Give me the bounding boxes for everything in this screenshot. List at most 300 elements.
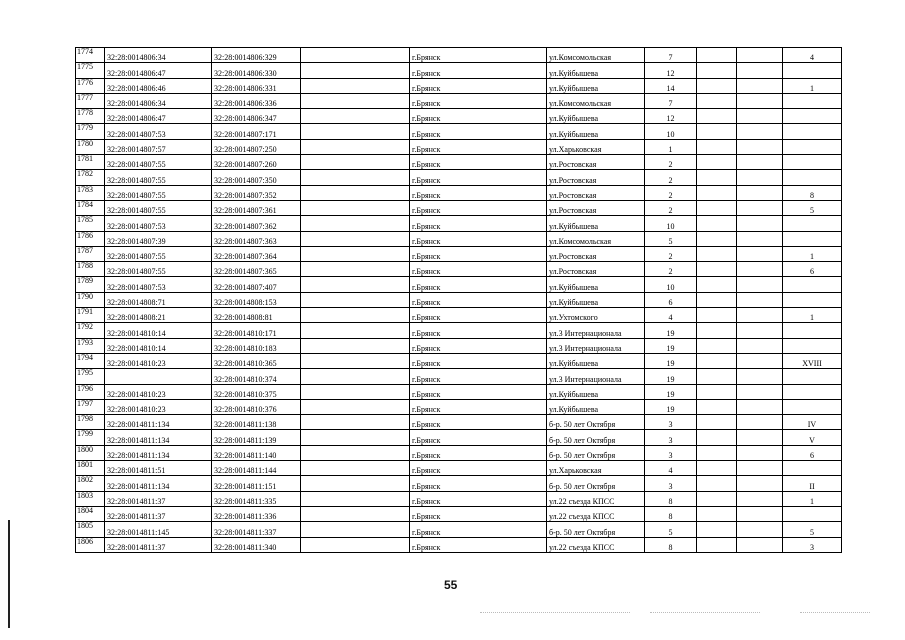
apartment-number-cell: 1 xyxy=(783,78,842,93)
row-number-cell: 1791 xyxy=(76,308,105,323)
row-number-cell: 1799 xyxy=(76,430,105,445)
street-cell: ул.Куйбышева xyxy=(547,384,645,399)
empty-cell-cell xyxy=(301,415,410,430)
object-cadastral-number-cell: 32:28:0014808:81 xyxy=(212,308,301,323)
scan-edge-mark xyxy=(8,520,10,628)
object-cadastral-number-cell: 32:28:0014808:153 xyxy=(212,292,301,307)
apartment-number-cell: 1 xyxy=(783,308,842,323)
parcel-cadastral-number-cell: 32:28:0014810:14 xyxy=(105,323,212,338)
street-cell: ул.Харьковская xyxy=(547,139,645,154)
empty-cell-cell xyxy=(697,537,737,552)
house-number-cell: 3 xyxy=(645,430,697,445)
empty-cell-cell xyxy=(301,522,410,537)
row-number-cell: 1795 xyxy=(76,369,105,384)
street-cell: ул.Ростовская xyxy=(547,170,645,185)
object-cadastral-number-cell: 32:28:0014807:365 xyxy=(212,262,301,277)
object-cadastral-number-cell: 32:28:0014811:144 xyxy=(212,461,301,476)
parcel-cadastral-number-cell: 32:28:0014807:55 xyxy=(105,262,212,277)
locality-cell: г.Брянск xyxy=(410,308,547,323)
parcel-cadastral-number-cell: 32:28:0014807:55 xyxy=(105,170,212,185)
object-cadastral-number-cell: 32:28:0014811:340 xyxy=(212,537,301,552)
object-cadastral-number-cell: 32:28:0014811:337 xyxy=(212,522,301,537)
empty-cell-cell xyxy=(737,384,783,399)
empty-cell-cell xyxy=(301,445,410,460)
empty-cell-cell xyxy=(301,48,410,63)
house-number-cell: 8 xyxy=(645,491,697,506)
empty-cell-cell xyxy=(737,200,783,215)
row-number-cell: 1779 xyxy=(76,124,105,139)
house-number-cell: 7 xyxy=(645,93,697,108)
object-cadastral-number-cell: 32:28:0014807:363 xyxy=(212,231,301,246)
empty-cell-cell xyxy=(737,445,783,460)
object-cadastral-number-cell: 32:28:0014807:362 xyxy=(212,216,301,231)
house-number-cell: 19 xyxy=(645,323,697,338)
apartment-number-cell: 5 xyxy=(783,200,842,215)
empty-cell-cell xyxy=(737,277,783,292)
table-body xyxy=(76,48,842,553)
parcel-cadastral-number-cell: 32:28:0014811:134 xyxy=(105,476,212,491)
empty-cell-cell xyxy=(697,461,737,476)
parcel-cadastral-number-cell: 32:28:0014810:14 xyxy=(105,338,212,353)
street-cell: ул.Куйбышева xyxy=(547,78,645,93)
house-number-cell: 19 xyxy=(645,338,697,353)
apartment-number-cell xyxy=(783,63,842,78)
empty-cell-cell xyxy=(737,262,783,277)
street-cell: ул.Ростовская xyxy=(547,200,645,215)
object-cadastral-number-cell: 32:28:0014811:335 xyxy=(212,491,301,506)
empty-cell-cell xyxy=(301,155,410,170)
table-row xyxy=(76,369,842,384)
empty-cell-cell xyxy=(737,139,783,154)
empty-cell-cell xyxy=(301,139,410,154)
apartment-number-cell xyxy=(783,338,842,353)
table-row xyxy=(76,308,842,323)
street-cell: ул.Комсомольская xyxy=(547,93,645,108)
row-number-cell: 1800 xyxy=(76,445,105,460)
empty-cell-cell xyxy=(737,246,783,261)
empty-cell-cell xyxy=(301,491,410,506)
locality-cell: г.Брянск xyxy=(410,155,547,170)
empty-cell-cell xyxy=(697,292,737,307)
object-cadastral-number-cell: 32:28:0014810:375 xyxy=(212,384,301,399)
object-cadastral-number-cell: 32:28:0014807:361 xyxy=(212,200,301,215)
locality-cell: г.Брянск xyxy=(410,338,547,353)
parcel-cadastral-number-cell: 32:28:0014806:47 xyxy=(105,63,212,78)
empty-cell-cell xyxy=(301,399,410,414)
parcel-cadastral-number-cell: 32:28:0014807:55 xyxy=(105,185,212,200)
empty-cell-cell xyxy=(737,109,783,124)
object-cadastral-number-cell: 32:28:0014810:376 xyxy=(212,399,301,414)
empty-cell-cell xyxy=(301,461,410,476)
street-cell: ул.Ростовская xyxy=(547,246,645,261)
locality-cell: г.Брянск xyxy=(410,93,547,108)
locality-cell: г.Брянск xyxy=(410,48,547,63)
empty-cell-cell xyxy=(301,124,410,139)
house-number-cell: 12 xyxy=(645,109,697,124)
empty-cell-cell xyxy=(301,338,410,353)
street-cell: ул.3 Интернационала xyxy=(547,369,645,384)
row-number-cell: 1792 xyxy=(76,323,105,338)
locality-cell: г.Брянск xyxy=(410,139,547,154)
street-cell: ул.Ростовская xyxy=(547,185,645,200)
empty-cell-cell xyxy=(301,170,410,185)
empty-cell-cell xyxy=(697,445,737,460)
empty-cell-cell xyxy=(737,338,783,353)
empty-cell-cell xyxy=(301,246,410,261)
empty-cell-cell xyxy=(737,292,783,307)
empty-cell-cell xyxy=(737,522,783,537)
apartment-number-cell xyxy=(783,384,842,399)
table-row xyxy=(76,445,842,460)
locality-cell: г.Брянск xyxy=(410,369,547,384)
locality-cell: г.Брянск xyxy=(410,185,547,200)
apartment-number-cell: XVIII xyxy=(783,353,842,368)
parcel-cadastral-number-cell: 32:28:0014806:34 xyxy=(105,48,212,63)
parcel-cadastral-number-cell: 32:28:0014810:23 xyxy=(105,399,212,414)
object-cadastral-number-cell: 32:28:0014811:140 xyxy=(212,445,301,460)
empty-cell-cell xyxy=(697,323,737,338)
object-cadastral-number-cell: 32:28:0014807:352 xyxy=(212,185,301,200)
locality-cell: г.Брянск xyxy=(410,353,547,368)
table-row xyxy=(76,109,842,124)
street-cell: ул.Комсомольская xyxy=(547,48,645,63)
object-cadastral-number-cell: 32:28:0014807:350 xyxy=(212,170,301,185)
row-number-cell: 1796 xyxy=(76,384,105,399)
locality-cell: г.Брянск xyxy=(410,461,547,476)
street-cell: б-р. 50 лет Октября xyxy=(547,415,645,430)
empty-cell-cell xyxy=(301,369,410,384)
empty-cell-cell xyxy=(301,353,410,368)
object-cadastral-number-cell: 32:28:0014807:364 xyxy=(212,246,301,261)
house-number-cell: 2 xyxy=(645,262,697,277)
empty-cell-cell xyxy=(737,491,783,506)
house-number-cell: 6 xyxy=(645,292,697,307)
table-row xyxy=(76,506,842,521)
object-cadastral-number-cell: 32:28:0014807:171 xyxy=(212,124,301,139)
object-cadastral-number-cell: 32:28:0014806:329 xyxy=(212,48,301,63)
empty-cell-cell xyxy=(697,155,737,170)
object-cadastral-number-cell: 32:28:0014811:138 xyxy=(212,415,301,430)
parcel-cadastral-number-cell: 32:28:0014808:21 xyxy=(105,308,212,323)
empty-cell-cell xyxy=(737,506,783,521)
page-number: 55 xyxy=(444,578,458,592)
street-cell: ул.3 Интернационала xyxy=(547,323,645,338)
row-number-cell: 1785 xyxy=(76,216,105,231)
parcel-cadastral-number-cell: 32:28:0014811:134 xyxy=(105,445,212,460)
row-number-cell: 1803 xyxy=(76,491,105,506)
table-row xyxy=(76,93,842,108)
table-row xyxy=(76,185,842,200)
locality-cell: г.Брянск xyxy=(410,506,547,521)
street-cell: ул.Комсомольская xyxy=(547,231,645,246)
object-cadastral-number-cell: 32:28:0014811:139 xyxy=(212,430,301,445)
house-number-cell: 14 xyxy=(645,78,697,93)
table-row xyxy=(76,292,842,307)
row-number-cell: 1794 xyxy=(76,353,105,368)
table-row xyxy=(76,48,842,63)
street-cell: ул.Куйбышева xyxy=(547,399,645,414)
parcel-cadastral-number-cell: 32:28:0014811:134 xyxy=(105,430,212,445)
empty-cell-cell xyxy=(301,216,410,231)
apartment-number-cell: IV xyxy=(783,415,842,430)
parcel-cadastral-number-cell: 32:28:0014811:145 xyxy=(105,522,212,537)
empty-cell-cell xyxy=(697,338,737,353)
street-cell: ул.Куйбышева xyxy=(547,292,645,307)
parcel-cadastral-number-cell: 32:28:0014810:23 xyxy=(105,353,212,368)
table-row xyxy=(76,78,842,93)
house-number-cell: 3 xyxy=(645,476,697,491)
empty-cell-cell xyxy=(301,323,410,338)
house-number-cell: 5 xyxy=(645,522,697,537)
apartment-number-cell xyxy=(783,231,842,246)
table-row xyxy=(76,216,842,231)
empty-cell-cell xyxy=(737,185,783,200)
house-number-cell: 19 xyxy=(645,369,697,384)
locality-cell: г.Брянск xyxy=(410,399,547,414)
empty-cell-cell xyxy=(697,93,737,108)
parcel-cadastral-number-cell: 32:28:0014811:37 xyxy=(105,491,212,506)
empty-cell-cell xyxy=(697,200,737,215)
empty-cell-cell xyxy=(697,262,737,277)
house-number-cell: 4 xyxy=(645,308,697,323)
row-number-cell: 1789 xyxy=(76,277,105,292)
street-cell: ул.22 съезда КПСС xyxy=(547,537,645,552)
empty-cell-cell xyxy=(737,93,783,108)
empty-cell-cell xyxy=(301,231,410,246)
empty-cell-cell xyxy=(697,522,737,537)
house-number-cell: 5 xyxy=(645,231,697,246)
apartment-number-cell xyxy=(783,506,842,521)
empty-cell-cell xyxy=(737,231,783,246)
empty-cell-cell xyxy=(697,415,737,430)
table-row xyxy=(76,522,842,537)
empty-cell-cell xyxy=(301,384,410,399)
table-row xyxy=(76,430,842,445)
empty-cell-cell xyxy=(301,185,410,200)
locality-cell: г.Брянск xyxy=(410,476,547,491)
empty-cell-cell xyxy=(737,323,783,338)
house-number-cell: 1 xyxy=(645,139,697,154)
scan-noise-line xyxy=(650,612,760,613)
table-row xyxy=(76,246,842,261)
empty-cell-cell xyxy=(697,308,737,323)
empty-cell-cell xyxy=(737,63,783,78)
object-cadastral-number-cell: 32:28:0014807:250 xyxy=(212,139,301,154)
apartment-number-cell xyxy=(783,124,842,139)
empty-cell-cell xyxy=(697,48,737,63)
empty-cell-cell xyxy=(737,78,783,93)
empty-cell-cell xyxy=(697,369,737,384)
object-cadastral-number-cell: 32:28:0014810:171 xyxy=(212,323,301,338)
object-cadastral-number-cell: 32:28:0014806:331 xyxy=(212,78,301,93)
empty-cell-cell xyxy=(301,109,410,124)
house-number-cell: 2 xyxy=(645,185,697,200)
empty-cell-cell xyxy=(697,399,737,414)
object-cadastral-number-cell: 32:28:0014811:151 xyxy=(212,476,301,491)
locality-cell: г.Брянск xyxy=(410,445,547,460)
street-cell: ул.Куйбышева xyxy=(547,353,645,368)
row-number-cell: 1790 xyxy=(76,292,105,307)
row-number-cell: 1778 xyxy=(76,109,105,124)
street-cell: ул.Куйбышева xyxy=(547,277,645,292)
row-number-cell: 1787 xyxy=(76,246,105,261)
parcel-cadastral-number-cell: 32:28:0014806:47 xyxy=(105,109,212,124)
row-number-cell: 1783 xyxy=(76,185,105,200)
row-number-cell: 1784 xyxy=(76,200,105,215)
parcel-cadastral-number-cell: 32:28:0014807:39 xyxy=(105,231,212,246)
empty-cell-cell xyxy=(737,170,783,185)
street-cell: ул.Куйбышева xyxy=(547,124,645,139)
apartment-number-cell xyxy=(783,155,842,170)
empty-cell-cell xyxy=(697,246,737,261)
parcel-cadastral-number-cell: 32:28:0014811:51 xyxy=(105,461,212,476)
row-number-cell: 1805 xyxy=(76,522,105,537)
apartment-number-cell: 4 xyxy=(783,48,842,63)
empty-cell-cell xyxy=(697,185,737,200)
empty-cell-cell xyxy=(301,262,410,277)
apartment-number-cell xyxy=(783,109,842,124)
house-number-cell: 10 xyxy=(645,124,697,139)
apartment-number-cell: 3 xyxy=(783,537,842,552)
street-cell: ул.Ростовская xyxy=(547,155,645,170)
empty-cell-cell xyxy=(737,399,783,414)
empty-cell-cell xyxy=(697,491,737,506)
table-row xyxy=(76,399,842,414)
street-cell: б-р. 50 лет Октября xyxy=(547,476,645,491)
scan-noise-line xyxy=(800,612,870,613)
row-number-cell: 1801 xyxy=(76,461,105,476)
empty-cell-cell xyxy=(737,476,783,491)
row-number-cell: 1802 xyxy=(76,476,105,491)
empty-cell-cell xyxy=(737,308,783,323)
row-number-cell: 1782 xyxy=(76,170,105,185)
row-number-cell: 1806 xyxy=(76,537,105,552)
table-row xyxy=(76,384,842,399)
street-cell: ул.Куйбышева xyxy=(547,216,645,231)
apartment-number-cell: II xyxy=(783,476,842,491)
table-row xyxy=(76,491,842,506)
locality-cell: г.Брянск xyxy=(410,415,547,430)
street-cell: ул.Харьковская xyxy=(547,461,645,476)
table-row xyxy=(76,231,842,246)
empty-cell-cell xyxy=(697,231,737,246)
apartment-number-cell xyxy=(783,216,842,231)
locality-cell: г.Брянск xyxy=(410,109,547,124)
locality-cell: г.Брянск xyxy=(410,262,547,277)
locality-cell: г.Брянск xyxy=(410,430,547,445)
scan-noise-line xyxy=(480,612,630,613)
locality-cell: г.Брянск xyxy=(410,200,547,215)
parcel-cadastral-number-cell: 32:28:0014811:37 xyxy=(105,537,212,552)
empty-cell-cell xyxy=(737,155,783,170)
row-number-cell: 1788 xyxy=(76,262,105,277)
empty-cell-cell xyxy=(301,93,410,108)
house-number-cell: 10 xyxy=(645,216,697,231)
apartment-number-cell xyxy=(783,93,842,108)
empty-cell-cell xyxy=(697,384,737,399)
object-cadastral-number-cell: 32:28:0014807:407 xyxy=(212,277,301,292)
house-number-cell: 4 xyxy=(645,461,697,476)
empty-cell-cell xyxy=(697,63,737,78)
apartment-number-cell xyxy=(783,461,842,476)
parcel-cadastral-number-cell: 32:28:0014810:23 xyxy=(105,384,212,399)
apartment-number-cell: V xyxy=(783,430,842,445)
locality-cell: г.Брянск xyxy=(410,537,547,552)
empty-cell-cell xyxy=(737,415,783,430)
table-row xyxy=(76,338,842,353)
parcel-cadastral-number-cell: 32:28:0014807:57 xyxy=(105,139,212,154)
empty-cell-cell xyxy=(301,308,410,323)
empty-cell-cell xyxy=(697,277,737,292)
house-number-cell: 3 xyxy=(645,415,697,430)
table-row xyxy=(76,139,842,154)
apartment-number-cell xyxy=(783,139,842,154)
apartment-number-cell xyxy=(783,292,842,307)
parcel-cadastral-number-cell: 32:28:0014811:37 xyxy=(105,506,212,521)
empty-cell-cell xyxy=(301,292,410,307)
apartment-number-cell xyxy=(783,369,842,384)
row-number-cell: 1780 xyxy=(76,139,105,154)
locality-cell: г.Брянск xyxy=(410,124,547,139)
house-number-cell: 12 xyxy=(645,63,697,78)
empty-cell-cell xyxy=(301,430,410,445)
table-row xyxy=(76,277,842,292)
row-number-cell: 1776 xyxy=(76,78,105,93)
table-row xyxy=(76,415,842,430)
house-number-cell: 19 xyxy=(645,353,697,368)
row-number-cell: 1798 xyxy=(76,415,105,430)
table-row xyxy=(76,200,842,215)
empty-cell-cell xyxy=(737,216,783,231)
parcel-cadastral-number-cell: 32:28:0014807:55 xyxy=(105,155,212,170)
street-cell: ул.22 съезда КПСС xyxy=(547,506,645,521)
parcel-cadastral-number-cell: 32:28:0014807:55 xyxy=(105,200,212,215)
row-number-cell: 1797 xyxy=(76,399,105,414)
row-number-cell: 1777 xyxy=(76,93,105,108)
apartment-number-cell xyxy=(783,170,842,185)
apartment-number-cell: 1 xyxy=(783,491,842,506)
empty-cell-cell xyxy=(697,78,737,93)
table-row xyxy=(76,476,842,491)
locality-cell: г.Брянск xyxy=(410,63,547,78)
locality-cell: г.Брянск xyxy=(410,292,547,307)
street-cell: ул.Куйбышева xyxy=(547,109,645,124)
locality-cell: г.Брянск xyxy=(410,323,547,338)
table-row xyxy=(76,63,842,78)
empty-cell-cell xyxy=(301,63,410,78)
object-cadastral-number-cell: 32:28:0014810:365 xyxy=(212,353,301,368)
house-number-cell: 7 xyxy=(645,48,697,63)
table-row xyxy=(76,124,842,139)
street-cell: ул.Ростовская xyxy=(547,262,645,277)
empty-cell-cell xyxy=(737,461,783,476)
empty-cell-cell xyxy=(697,124,737,139)
row-number-cell: 1781 xyxy=(76,155,105,170)
object-cadastral-number-cell: 32:28:0014807:260 xyxy=(212,155,301,170)
locality-cell: г.Брянск xyxy=(410,170,547,185)
cadastral-registry-table xyxy=(75,47,842,553)
object-cadastral-number-cell: 32:28:0014806:347 xyxy=(212,109,301,124)
object-cadastral-number-cell: 32:28:0014810:183 xyxy=(212,338,301,353)
house-number-cell: 2 xyxy=(645,155,697,170)
locality-cell: г.Брянск xyxy=(410,384,547,399)
empty-cell-cell xyxy=(697,353,737,368)
empty-cell-cell xyxy=(737,430,783,445)
table-row xyxy=(76,170,842,185)
table-row xyxy=(76,461,842,476)
object-cadastral-number-cell: 32:28:0014811:336 xyxy=(212,506,301,521)
empty-cell-cell xyxy=(697,430,737,445)
